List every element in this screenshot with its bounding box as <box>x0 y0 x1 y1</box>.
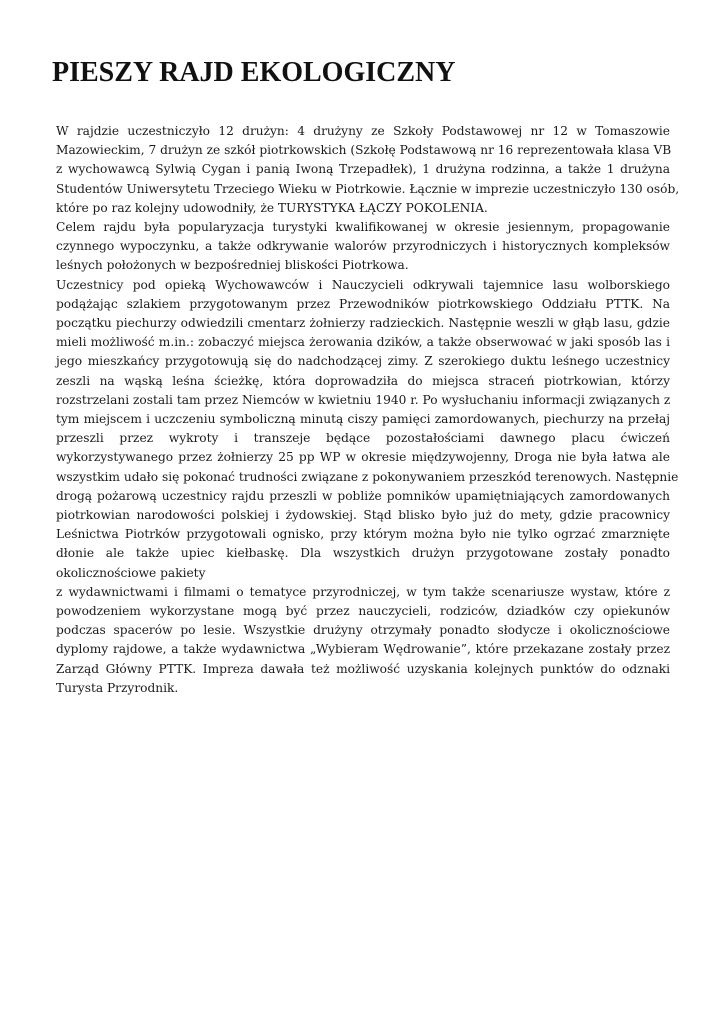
text-line: jego mieszkańcy przygotowują się do nadchodzącej zimy. Z szerokiego duktu leśnego uczestnicy <box>56 354 670 369</box>
paragraph <box>56 583 670 698</box>
text-line: z wydawnictwami i filmami o tematyce przyrodniczej, w tym także scenariusze wystaw, które z <box>56 584 670 599</box>
text-line: dyplomy rajdowe, a także wydawnictwa „Wybieram Wędrowanie”, które przekazane zostały przez <box>56 642 670 657</box>
text-line: powodzeniem wykorzystane mogą być przez nauczycieli, rodziców, dziadków czy opiekunów <box>56 604 670 619</box>
text-line: Uczestnicy pod opieką Wychowawców i Nauczycieli odkrywali tajemnice lasu wolborskiego <box>56 277 670 292</box>
text-line: Turysta Przyrodnik. <box>56 680 179 695</box>
text-line: leśnych położonych w bezpośredniej bliskości Piotrkowa. <box>56 258 409 273</box>
text-line: dłonie ale także upiec kiełbaskę. Dla wszystkich drużyn przygotowane zostały ponadto <box>56 546 670 561</box>
text-line: piotrkowian narodowości polskiej i żydowskiej. Stąd blisko było już do mety, gdzie pracownicy <box>56 508 670 523</box>
text-line: rozstrzelani zostali tam przez Niemców w kwietniu 1940 r. Po wysłuchaniu informacji związanych z <box>56 392 671 407</box>
paragraph <box>56 218 670 276</box>
text-line: zeszli na wąską leśna ścieżkę, która doprowadziła do miejsca straceń piotrkowian, którzy <box>56 373 670 388</box>
text-line: Zarząd Główny PTTK. Impreza dawała też możliwość uzyskania kolejnych punktów do odznaki <box>56 661 670 676</box>
text-line: Leśnictwa Piotrków przygotowali ognisko, przy którym można było nie tylko ogrzać zmarznięte <box>56 527 670 542</box>
text-line: wszystkim udało się pokonać trudności związane z pokonywaniem przeszkód terenowych. Następnie <box>56 469 679 484</box>
text-line: Studentów Uniwersytetu Trzeciego Wieku w Piotrkowie. Łącznie w imprezie uczestniczyło 130 osób, <box>56 181 680 196</box>
text-line: Celem rajdu była popularyzacja turystyki kwalifikowanej w okresie jesiennym, propagowanie <box>56 220 670 235</box>
text-line: wykorzystywanego przez żołnierzy 25 pp WP w okresie międzywojenny, Droga nie była łatwa ale <box>56 450 670 465</box>
text-line: przeszli przez wykroty i transzeje będące pozostałościami dawnego placu ćwiczeń <box>56 431 670 446</box>
text-line: czynnego wypoczynku, a także odkrywanie walorów przyrodniczych i historycznych kompleksów <box>56 239 670 254</box>
text-line: W rajdzie uczestniczyło 12 drużyn: 4 drużyny ze Szkoły Podstawowej nr 12 w Tomaszowie <box>56 124 670 138</box>
text-line: mieli możliwość m.in.: zobaczyć miejsca żerowania dzików, a także obserwować w jaki sposób las i <box>56 335 670 350</box>
text-line: drogą pożarową uczestnicy rajdu przeszli w pobliże pomników upamiętniających zamordowanych <box>56 488 670 503</box>
text-line: podczas spacerów po lesie. Wszystkie drużyny otrzymały ponadto słodycze i okolicznościowe <box>56 623 670 638</box>
text-line: z wychowawcą Sylwią Cygan i panią Iwoną Trzepadłek), 1 drużyna rodzinna, a także 1 drużyna <box>56 162 670 177</box>
text-line: Mazowieckim, 7 drużyn ze szkół piotrkowskich (Szkołę Podstawową nr 16 reprezentowała klasa VB <box>56 143 672 158</box>
paragraph <box>56 122 680 218</box>
text-line: początku piechurzy odwiedzili cmentarz żołnierzy radzieckich. Następnie weszli w głąb lasu, gdzie <box>56 316 670 331</box>
page-title: PIESZY RAJD EKOLOGICZNY <box>52 57 456 88</box>
text-line: okolicznościowe pakiety <box>56 565 206 580</box>
article-body <box>56 122 680 698</box>
paragraph <box>56 276 679 583</box>
text-line: tym miejscem i uczczeniu symboliczną minutą ciszy pamięci zamordowanych, piechurzy na przełaj <box>56 412 670 427</box>
text-line: które po raz kolejny udowodniły, że TURYSTYKA ŁĄCZY POKOLENIA. <box>56 200 488 215</box>
text-line: podążając szlakiem przygotowanym przez Przewodników piotrkowskiego Oddziału PTTK. Na <box>56 296 670 311</box>
